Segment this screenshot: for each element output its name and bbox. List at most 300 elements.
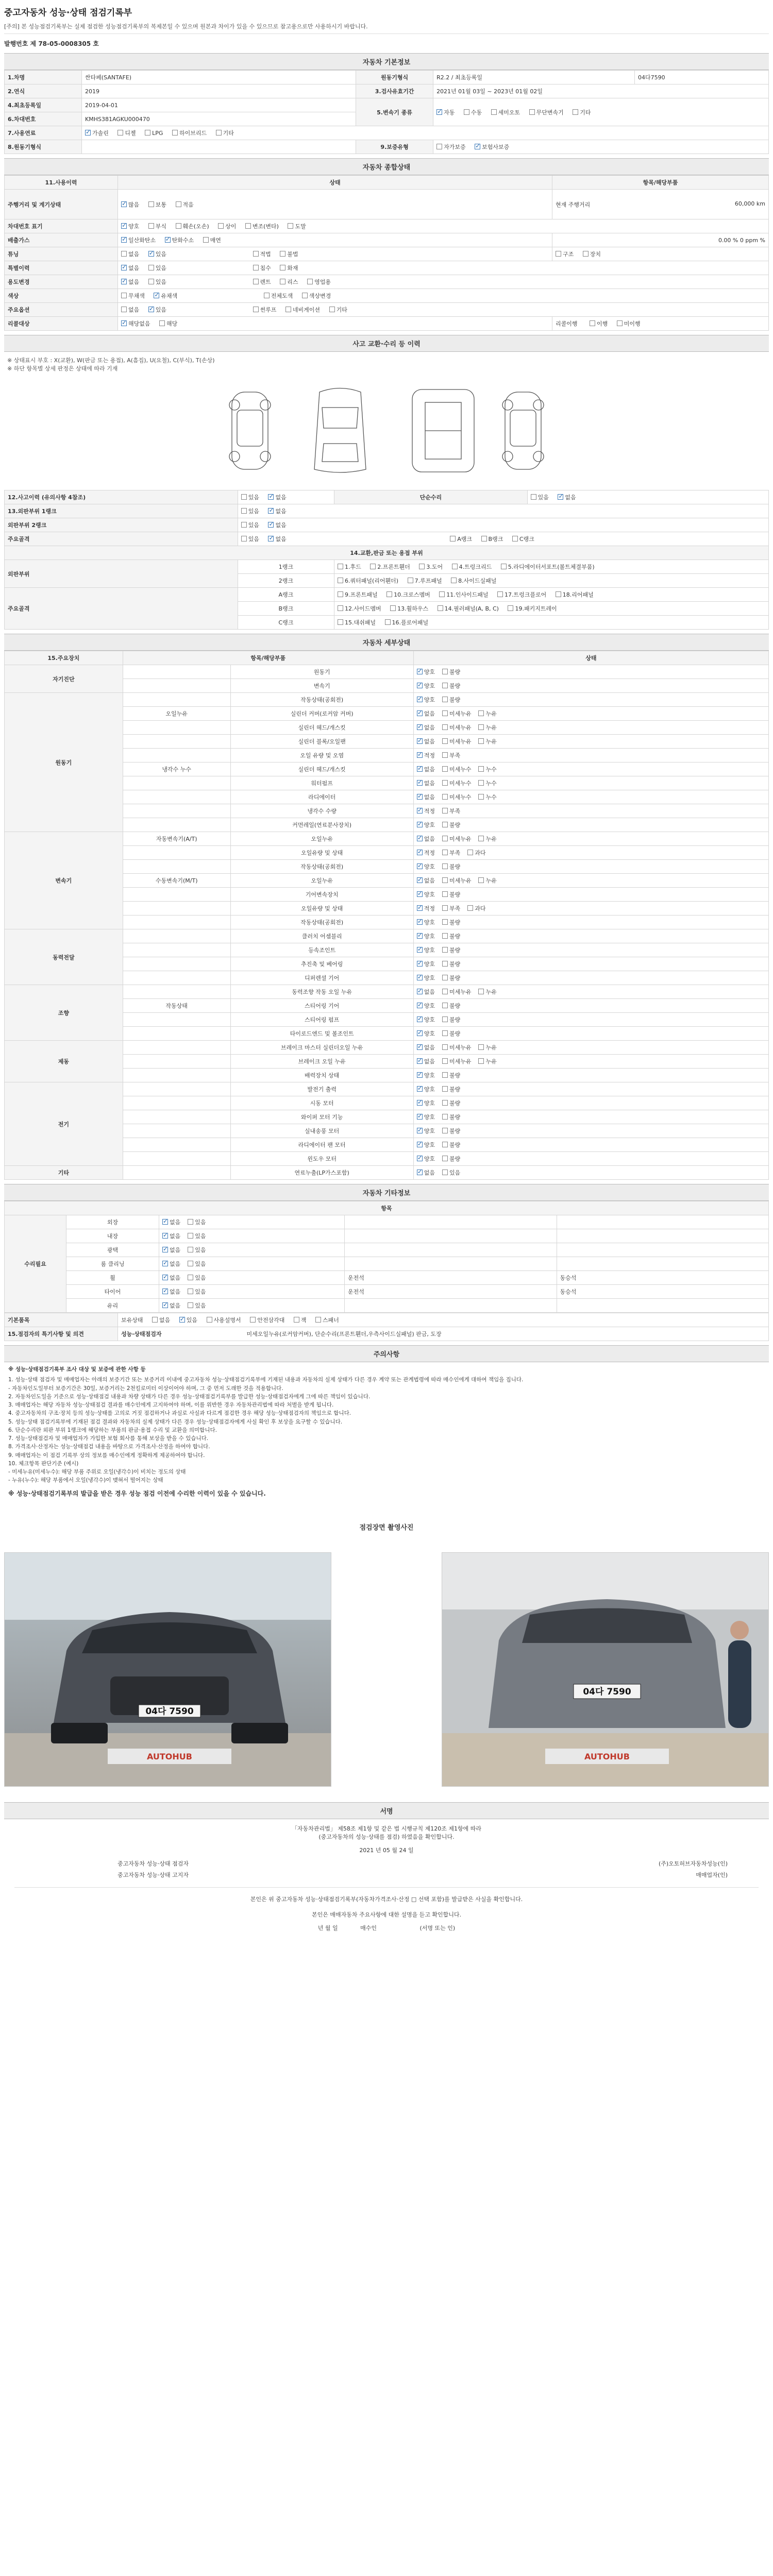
option-label: 없음 bbox=[275, 536, 287, 543]
checkbox[interactable] bbox=[417, 933, 423, 939]
rear-plate: 04다 7590 bbox=[583, 1687, 631, 1698]
checkbox[interactable] bbox=[188, 1233, 193, 1239]
option-label: 과다 bbox=[475, 850, 486, 856]
checkbox[interactable] bbox=[417, 1016, 423, 1022]
checkbox[interactable] bbox=[442, 1156, 448, 1161]
mileage-value: 60,000 km bbox=[734, 200, 765, 207]
checkbox[interactable] bbox=[478, 1044, 484, 1050]
checkbox[interactable] bbox=[442, 710, 448, 716]
option-label: 양호 bbox=[424, 1016, 435, 1023]
option-label: 양호 bbox=[424, 961, 435, 968]
option-label: 무채색 bbox=[128, 293, 145, 299]
checkbox[interactable] bbox=[442, 1016, 448, 1022]
option bbox=[442, 1114, 460, 1121]
checkbox[interactable] bbox=[121, 293, 127, 298]
checkbox[interactable] bbox=[203, 237, 209, 243]
parts-rank: B랭크 bbox=[238, 602, 334, 616]
other-item: 광택 bbox=[66, 1243, 159, 1257]
checkbox[interactable] bbox=[241, 536, 247, 541]
checkbox[interactable] bbox=[253, 265, 259, 270]
checkbox[interactable] bbox=[417, 738, 423, 744]
detail-options bbox=[413, 916, 768, 929]
checkbox[interactable] bbox=[442, 794, 448, 800]
checkbox[interactable] bbox=[253, 279, 259, 284]
option bbox=[442, 1128, 460, 1134]
checkbox[interactable] bbox=[121, 307, 127, 312]
checkbox[interactable] bbox=[442, 905, 448, 911]
basic-value: 04다7590 bbox=[635, 71, 769, 84]
checkbox[interactable] bbox=[417, 1156, 423, 1161]
detail-options bbox=[413, 749, 768, 762]
checkbox[interactable] bbox=[442, 1030, 448, 1036]
checkbox[interactable] bbox=[497, 591, 503, 597]
basic-value: R2.2 / 최초등록일 bbox=[433, 71, 635, 84]
checkbox[interactable] bbox=[121, 237, 127, 243]
checkbox[interactable] bbox=[329, 307, 335, 312]
checkbox[interactable] bbox=[442, 863, 448, 869]
checkbox[interactable] bbox=[442, 1058, 448, 1064]
option bbox=[417, 780, 435, 787]
checkbox[interactable] bbox=[417, 822, 423, 827]
option bbox=[188, 1247, 206, 1253]
checkbox[interactable] bbox=[417, 697, 423, 702]
checkbox[interactable] bbox=[85, 130, 91, 135]
option bbox=[478, 836, 496, 842]
other-item: 외장 bbox=[66, 1215, 159, 1229]
checkbox[interactable] bbox=[165, 237, 171, 243]
checkbox[interactable] bbox=[148, 265, 154, 270]
option-label: 없음 bbox=[424, 836, 435, 842]
checkbox[interactable] bbox=[478, 738, 484, 744]
option-label: 부족 bbox=[449, 808, 461, 815]
checkbox[interactable] bbox=[338, 591, 343, 597]
checkbox[interactable] bbox=[442, 947, 448, 953]
option-label: 썬루프 bbox=[260, 307, 277, 313]
checkbox[interactable] bbox=[451, 578, 457, 583]
detail-item: 실린더 헤드/개스킷 bbox=[230, 721, 413, 735]
option bbox=[467, 850, 485, 856]
checkbox[interactable] bbox=[417, 863, 423, 869]
option-label: 11.인사이드패널 bbox=[446, 591, 489, 598]
checkbox[interactable] bbox=[152, 1317, 158, 1323]
other-extra bbox=[345, 1257, 557, 1271]
checkbox[interactable] bbox=[417, 808, 423, 814]
checkbox[interactable] bbox=[590, 320, 595, 326]
detail-item: 오일누유 bbox=[230, 832, 413, 846]
checkbox[interactable] bbox=[417, 724, 423, 730]
checkbox[interactable] bbox=[442, 780, 448, 786]
checkbox[interactable] bbox=[188, 1247, 193, 1252]
checkbox[interactable] bbox=[442, 1044, 448, 1050]
option-label: 없음 bbox=[424, 738, 435, 745]
option bbox=[188, 1261, 206, 1267]
checkbox[interactable] bbox=[121, 320, 127, 326]
checkbox[interactable] bbox=[417, 710, 423, 716]
option-label: 있음 bbox=[155, 251, 167, 258]
detail-sub bbox=[123, 693, 230, 707]
checkbox[interactable] bbox=[478, 794, 484, 800]
checkbox[interactable] bbox=[450, 536, 456, 541]
checkbox[interactable] bbox=[294, 1317, 299, 1323]
checkbox[interactable] bbox=[583, 251, 589, 257]
checkbox[interactable] bbox=[148, 279, 154, 284]
checkbox[interactable] bbox=[315, 1317, 321, 1323]
basic-items-label: 기본품목 bbox=[5, 1313, 118, 1327]
buyer-sign-placeholder[interactable]: (서명 또는 인) bbox=[419, 1925, 456, 1932]
checkbox[interactable] bbox=[268, 536, 274, 541]
checkbox[interactable] bbox=[121, 279, 127, 284]
checkbox[interactable] bbox=[162, 1275, 168, 1280]
checkbox[interactable] bbox=[386, 591, 392, 597]
checkbox[interactable] bbox=[162, 1302, 168, 1308]
table-row bbox=[5, 1082, 769, 1096]
detail-item: 실내송풍 모터 bbox=[230, 1124, 413, 1138]
checkbox[interactable] bbox=[475, 144, 480, 149]
checkbox[interactable] bbox=[121, 265, 127, 270]
checkbox[interactable] bbox=[478, 766, 484, 772]
checkbox[interactable] bbox=[338, 578, 343, 583]
checkbox[interactable] bbox=[464, 109, 469, 115]
checkbox[interactable] bbox=[417, 683, 423, 688]
checkbox[interactable] bbox=[417, 669, 423, 674]
checkbox[interactable] bbox=[529, 109, 535, 115]
checkbox[interactable] bbox=[268, 494, 274, 500]
detail-sub bbox=[123, 1166, 230, 1180]
detail-item: 스티어링 기어 bbox=[230, 999, 413, 1013]
checkbox[interactable] bbox=[241, 522, 247, 528]
checkbox[interactable] bbox=[442, 1114, 448, 1120]
checkbox[interactable] bbox=[241, 494, 247, 500]
checkbox[interactable] bbox=[478, 724, 484, 730]
checkbox[interactable] bbox=[442, 877, 448, 883]
checkbox[interactable] bbox=[207, 1317, 212, 1323]
checkbox[interactable] bbox=[442, 989, 448, 994]
checkbox[interactable] bbox=[442, 697, 448, 702]
checkbox[interactable] bbox=[417, 1128, 423, 1133]
option-label: 3.도어 bbox=[426, 564, 443, 570]
checkbox[interactable] bbox=[188, 1302, 193, 1308]
checkbox[interactable] bbox=[117, 130, 123, 135]
checkbox[interactable] bbox=[442, 1100, 448, 1106]
checkbox[interactable] bbox=[148, 223, 154, 229]
checkbox[interactable] bbox=[162, 1233, 168, 1239]
checkbox[interactable] bbox=[188, 1289, 193, 1294]
checkbox[interactable] bbox=[264, 293, 270, 298]
section-basic-title: 자동차 기본정보 bbox=[4, 53, 769, 70]
checkbox[interactable] bbox=[442, 766, 448, 772]
col-header: 항목/해당부품 bbox=[123, 651, 413, 665]
option bbox=[417, 877, 435, 884]
checkbox[interactable] bbox=[417, 891, 423, 897]
checkbox[interactable] bbox=[148, 307, 154, 312]
checkbox[interactable] bbox=[438, 605, 443, 611]
checkbox[interactable] bbox=[179, 1317, 185, 1323]
checkbox[interactable] bbox=[442, 808, 448, 814]
detail-options bbox=[413, 999, 768, 1013]
detail-group: 전기 bbox=[5, 1082, 123, 1166]
note-item: 6. 단순수리란 외판 부위 1랭크에 해당하는 부품의 판금·용접 수리 및 교환을 의미합니다. bbox=[8, 1427, 217, 1433]
checkbox[interactable] bbox=[442, 961, 448, 967]
checkbox[interactable] bbox=[417, 1114, 423, 1120]
checkbox[interactable] bbox=[176, 223, 181, 229]
parts-category: 주요골격 bbox=[5, 588, 238, 630]
checkbox[interactable] bbox=[162, 1247, 168, 1252]
checkbox[interactable] bbox=[442, 933, 448, 939]
checkbox[interactable] bbox=[121, 251, 127, 257]
table-row bbox=[5, 985, 769, 999]
checkbox[interactable] bbox=[452, 564, 458, 569]
condition-label: 용도변경 bbox=[5, 275, 118, 289]
checkbox[interactable] bbox=[417, 975, 423, 980]
table-row bbox=[5, 1285, 769, 1299]
option bbox=[442, 933, 460, 940]
option-label: 불량 bbox=[449, 669, 461, 675]
checkbox[interactable] bbox=[442, 919, 448, 925]
condition-options bbox=[118, 317, 552, 331]
checkbox[interactable] bbox=[268, 508, 274, 514]
mileage-cell bbox=[552, 190, 769, 219]
table-row bbox=[5, 1243, 769, 1257]
detail-group: 변속기 bbox=[5, 832, 123, 929]
checkbox[interactable] bbox=[442, 1072, 448, 1078]
checkbox[interactable] bbox=[556, 591, 561, 597]
checkbox[interactable] bbox=[280, 251, 285, 257]
checkbox[interactable] bbox=[442, 975, 448, 980]
checkbox[interactable] bbox=[617, 320, 623, 326]
checkbox[interactable] bbox=[442, 1128, 448, 1133]
option bbox=[417, 975, 435, 981]
checkbox[interactable] bbox=[218, 223, 224, 229]
checkbox[interactable] bbox=[442, 1142, 448, 1147]
checkbox[interactable] bbox=[159, 320, 165, 326]
checkbox[interactable] bbox=[162, 1289, 168, 1294]
section-other-title: 자동차 기타정보 bbox=[4, 1184, 769, 1201]
checkbox[interactable] bbox=[162, 1219, 168, 1225]
checkbox[interactable] bbox=[478, 780, 484, 786]
note-item: 9. 매매업자는 이 점검 기록부 상의 정보를 매수인에게 정확하게 제공하여야 합니다. bbox=[8, 1452, 205, 1459]
checkbox[interactable] bbox=[188, 1275, 193, 1280]
checkbox[interactable] bbox=[442, 1003, 448, 1008]
legend-line: ※ 상태표시 부호 : X(교환), W(판금 또는 용접), A(흠집), U(요철), C(부식), T(손상) bbox=[7, 357, 215, 364]
checkbox[interactable] bbox=[121, 223, 127, 229]
condition-label: 배출가스 bbox=[5, 233, 118, 247]
option-label: 미세누유 bbox=[449, 989, 472, 995]
checkbox[interactable] bbox=[439, 591, 445, 597]
checkbox[interactable] bbox=[280, 265, 285, 270]
detail-options bbox=[413, 832, 768, 846]
option-label: 없음 bbox=[424, 724, 435, 731]
checkbox[interactable] bbox=[250, 1317, 256, 1323]
option bbox=[442, 850, 460, 856]
checkbox[interactable] bbox=[188, 1261, 193, 1266]
checkbox[interactable] bbox=[162, 1261, 168, 1266]
checkbox[interactable] bbox=[467, 905, 473, 911]
option bbox=[417, 738, 435, 745]
note-item: 2. 자동차인도일을 기준으로 성능·상태점검 내용과 차량 상태가 다른 경우 성능·상태점검기록부를 발급한 성능·상태점검자에게 그에 따른 책임이 있습니다. bbox=[8, 1393, 371, 1400]
detail-sub bbox=[123, 721, 230, 735]
checkbox[interactable] bbox=[417, 1003, 423, 1008]
checkbox[interactable] bbox=[531, 494, 536, 500]
checkbox[interactable] bbox=[417, 905, 423, 911]
checkbox[interactable] bbox=[154, 293, 159, 298]
checkbox[interactable] bbox=[481, 536, 487, 541]
option-label: 불량 bbox=[449, 863, 461, 870]
checkbox[interactable] bbox=[558, 494, 563, 500]
checkbox[interactable] bbox=[491, 109, 497, 115]
checkbox[interactable] bbox=[419, 564, 425, 569]
checkbox[interactable] bbox=[442, 836, 448, 841]
checkbox[interactable] bbox=[188, 1219, 193, 1225]
option-label: 구조 bbox=[563, 251, 574, 258]
checkbox[interactable] bbox=[512, 536, 518, 541]
checkbox[interactable] bbox=[478, 836, 484, 841]
checkbox[interactable] bbox=[253, 251, 259, 257]
checkbox[interactable] bbox=[573, 109, 578, 115]
checkbox[interactable] bbox=[245, 223, 251, 229]
checkbox[interactable] bbox=[417, 1142, 423, 1147]
option-label: 2.프론트휀더 bbox=[377, 564, 410, 570]
checkbox[interactable] bbox=[417, 1072, 423, 1078]
checkbox[interactable] bbox=[121, 201, 127, 207]
option-label: 있음 bbox=[155, 265, 167, 272]
detail-item: 브레이크 오일 누유 bbox=[230, 1055, 413, 1069]
option bbox=[442, 738, 472, 745]
other-extra bbox=[557, 1299, 769, 1313]
checkbox[interactable] bbox=[436, 144, 442, 149]
option bbox=[162, 1289, 180, 1295]
parts-rank: C랭크 bbox=[238, 616, 334, 630]
checkbox[interactable] bbox=[556, 251, 561, 257]
basic-value: KMHS381AGKU000470 bbox=[82, 112, 356, 126]
checkbox[interactable] bbox=[478, 989, 484, 994]
checkbox[interactable] bbox=[338, 564, 343, 569]
checkbox[interactable] bbox=[216, 130, 222, 135]
detail-item: 오일 유량 및 오염 bbox=[230, 749, 413, 762]
detail-item: 스티어링 펌프 bbox=[230, 1013, 413, 1027]
checkbox[interactable] bbox=[417, 1058, 423, 1064]
checkbox[interactable] bbox=[417, 1170, 423, 1175]
checkbox[interactable] bbox=[442, 1170, 448, 1175]
checkbox[interactable] bbox=[370, 564, 376, 569]
checkbox[interactable] bbox=[417, 850, 423, 855]
checkbox[interactable] bbox=[417, 961, 423, 967]
checkbox[interactable] bbox=[302, 293, 308, 298]
checkbox[interactable] bbox=[417, 752, 423, 758]
checkbox[interactable] bbox=[338, 605, 343, 611]
checkbox[interactable] bbox=[280, 279, 285, 284]
note-item: 5. 성능·상태 점검기록부에 기재된 점검 결과와 자동차의 실제 상태가 다른 경우 성능·상태점검자에게 사실 확인 후 보상을 요구할 수 있습니다. bbox=[8, 1418, 343, 1425]
checkbox[interactable] bbox=[241, 508, 247, 514]
other-extra: 운전석 bbox=[345, 1271, 557, 1285]
checkbox[interactable] bbox=[417, 766, 423, 772]
checkbox[interactable] bbox=[148, 201, 154, 207]
checkbox[interactable] bbox=[408, 578, 413, 583]
option-label: 불량 bbox=[449, 1003, 461, 1009]
checkbox[interactable] bbox=[442, 738, 448, 744]
option-label: 양호 bbox=[424, 863, 435, 870]
condition-label: 특별이력 bbox=[5, 261, 118, 275]
checkbox[interactable] bbox=[417, 1100, 423, 1106]
checkbox[interactable] bbox=[442, 822, 448, 827]
checkbox[interactable] bbox=[436, 109, 442, 115]
option-label: 양호 bbox=[128, 223, 140, 230]
detail-sub: 작동상태 bbox=[123, 999, 230, 1013]
detail-sub bbox=[123, 1096, 230, 1110]
checkbox[interactable] bbox=[501, 564, 507, 569]
checkbox[interactable] bbox=[417, 794, 423, 800]
checkbox[interactable] bbox=[417, 947, 423, 953]
checkbox[interactable] bbox=[478, 877, 484, 883]
checkbox[interactable] bbox=[417, 877, 423, 883]
document-title: 중고자동차 성능·상태 점검기록부 bbox=[4, 8, 132, 18]
checkbox[interactable] bbox=[417, 836, 423, 841]
checkbox[interactable] bbox=[467, 850, 473, 855]
checkbox[interactable] bbox=[338, 619, 343, 625]
checkbox[interactable] bbox=[390, 605, 396, 611]
checkbox[interactable] bbox=[442, 669, 448, 674]
detail-options bbox=[413, 1055, 768, 1069]
option-label: 불량 bbox=[449, 1156, 461, 1162]
condition-label: 색상 bbox=[5, 289, 118, 303]
checkbox[interactable] bbox=[417, 780, 423, 786]
checkbox[interactable] bbox=[478, 710, 484, 716]
checkbox[interactable] bbox=[442, 891, 448, 897]
other-extra bbox=[345, 1215, 557, 1229]
checkbox[interactable] bbox=[172, 130, 178, 135]
checkbox[interactable] bbox=[442, 752, 448, 758]
option-label: 없음 bbox=[159, 1317, 171, 1324]
checkbox[interactable] bbox=[148, 251, 154, 257]
checkbox[interactable] bbox=[307, 279, 313, 284]
other-options bbox=[159, 1243, 345, 1257]
other-options bbox=[159, 1271, 345, 1285]
option bbox=[417, 1044, 435, 1051]
checkbox[interactable] bbox=[417, 1030, 423, 1036]
checkbox[interactable] bbox=[385, 619, 391, 625]
option bbox=[478, 989, 496, 995]
option-label: 18.리어패널 bbox=[562, 591, 594, 598]
checkbox[interactable] bbox=[417, 1044, 423, 1050]
option-label: 없음 bbox=[170, 1289, 181, 1295]
checkbox[interactable] bbox=[478, 1058, 484, 1064]
checkbox[interactable] bbox=[442, 724, 448, 730]
checkbox[interactable] bbox=[417, 1086, 423, 1092]
table-row bbox=[5, 1271, 769, 1285]
checkbox[interactable] bbox=[442, 683, 448, 688]
checkbox[interactable] bbox=[285, 307, 291, 312]
checkbox[interactable] bbox=[268, 522, 274, 528]
checkbox[interactable] bbox=[417, 989, 423, 994]
detail-item: 냉각수 수량 bbox=[230, 804, 413, 818]
option-label: 적정 bbox=[424, 752, 435, 759]
checkbox[interactable] bbox=[176, 201, 181, 207]
note-item: 7. 성능·상태점검자 및 매매업자가 가입한 보험 회사를 통해 보상을 받을 수 있습니다. bbox=[8, 1435, 209, 1442]
option-label: 없음 bbox=[424, 794, 435, 801]
checkbox[interactable] bbox=[145, 130, 150, 135]
option bbox=[417, 1030, 435, 1037]
checkbox[interactable] bbox=[417, 919, 423, 925]
option-label: 있음 bbox=[195, 1275, 206, 1281]
checkbox[interactable] bbox=[253, 307, 259, 312]
checkbox[interactable] bbox=[288, 223, 293, 229]
detail-sub bbox=[123, 888, 230, 902]
checkbox[interactable] bbox=[442, 850, 448, 855]
parts-rank: A랭크 bbox=[238, 588, 334, 602]
option-label: 적음 bbox=[182, 201, 194, 208]
checkbox[interactable] bbox=[508, 605, 513, 611]
option bbox=[442, 1016, 460, 1023]
checkbox[interactable] bbox=[442, 1086, 448, 1092]
